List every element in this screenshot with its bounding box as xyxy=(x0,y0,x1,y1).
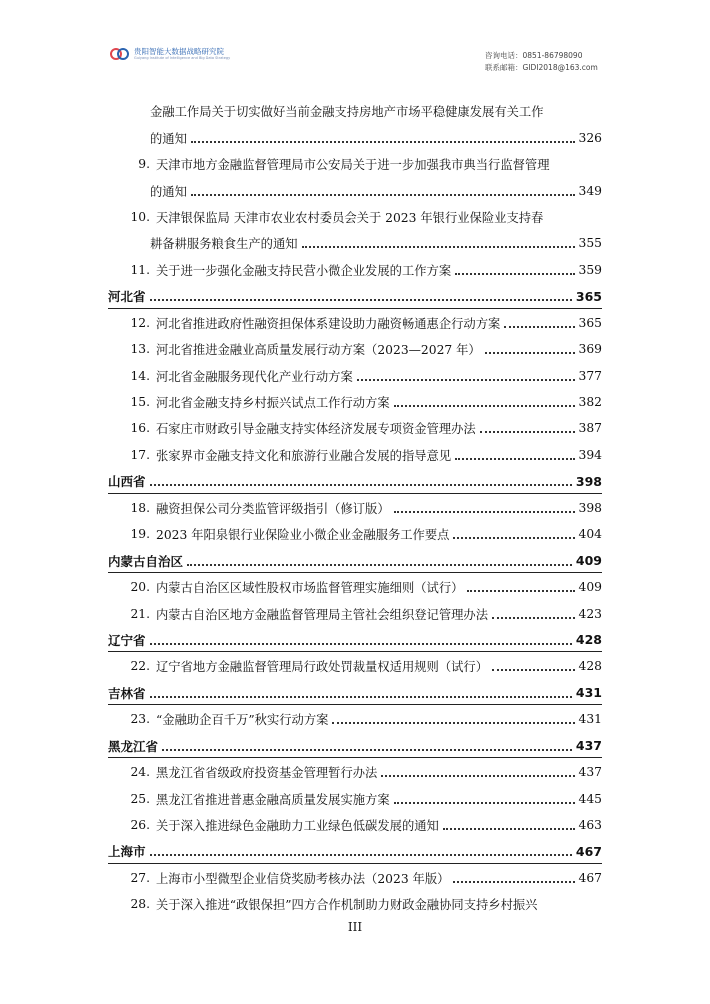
toc-entry[interactable] xyxy=(108,812,602,838)
toc-title: 上海市 xyxy=(108,844,146,860)
dot-leader xyxy=(191,129,575,143)
toc-title: 河北省 xyxy=(108,289,146,305)
toc-entry-number: 20. xyxy=(130,580,150,595)
toc-title: 融资担保公司分类监管评级指引（修订版） xyxy=(156,501,390,516)
toc-title: 黑龙江省 xyxy=(108,738,159,754)
toc-title: 上海市小型微型企业信贷奖励考核办法（2023 年版） xyxy=(156,871,450,886)
contact-phone: 咨询电话：0851-86798090 xyxy=(485,51,583,60)
dot-leader xyxy=(492,605,574,619)
dot-leader xyxy=(394,790,575,804)
page-header xyxy=(0,0,710,80)
toc-page-number: 409 xyxy=(575,553,602,569)
toc-entry-number: 17. xyxy=(130,447,150,462)
toc-page-number: 467 xyxy=(575,843,602,859)
dot-leader xyxy=(381,763,574,777)
toc-page-number: 423 xyxy=(578,606,602,621)
toc-section-heading[interactable] xyxy=(108,547,602,573)
toc-entry[interactable] xyxy=(108,415,602,441)
toc-entry-number: 15. xyxy=(130,395,150,410)
toc-entry-number: 24. xyxy=(130,765,150,780)
dot-leader xyxy=(485,340,575,354)
toc-title: 天津银保监局 天津市农业农村委员会关于 2023 年银行业保险业支持春 xyxy=(156,210,544,225)
toc-title: “金融助企百千万”秋实行动方案 xyxy=(156,713,329,728)
toc-entry-number: 10. xyxy=(130,209,150,224)
toc-entry-number: 28. xyxy=(130,897,150,912)
toc-entry-continuation[interactable] xyxy=(108,124,602,150)
toc-entry[interactable] xyxy=(108,362,602,388)
dot-leader xyxy=(394,393,575,407)
dot-leader xyxy=(480,419,575,433)
dot-leader xyxy=(453,525,574,539)
toc-title: 内蒙古自治区地方金融监督管理局主管社会组织登记管理办法 xyxy=(156,607,489,622)
toc-entry-number: 27. xyxy=(130,870,150,885)
toc-title: 的通知 xyxy=(150,131,187,146)
toc-title: 2023 年阳泉银行业保险业小微企业金融服务工作要点 xyxy=(156,528,450,543)
toc-page-number: 387 xyxy=(578,421,602,436)
toc-entry-number: 22. xyxy=(130,659,150,674)
toc-page-number: 365 xyxy=(575,288,602,304)
toc-page-number: 404 xyxy=(578,527,602,542)
toc-entry[interactable] xyxy=(108,495,602,521)
toc-entry[interactable] xyxy=(108,706,602,732)
logo xyxy=(110,46,230,62)
toc-entry-number: 12. xyxy=(130,315,150,330)
toc-entry-number: 18. xyxy=(130,500,150,515)
toc-title: 张家界市金融支持文化和旅游行业融合发展的指导意见 xyxy=(156,448,452,463)
toc-entry-number: 26. xyxy=(130,818,150,833)
toc-entry[interactable] xyxy=(108,151,602,177)
toc-page-number: 437 xyxy=(578,765,602,780)
toc-title: 关于深入推进“政银保担”四方合作机制助力财政金融协同支持乡村振兴 xyxy=(156,898,538,913)
contact-email: 联系邮箱：GIDI2018@163.com xyxy=(485,63,598,72)
toc-section-heading[interactable] xyxy=(108,283,602,309)
toc-entry-continuation[interactable] xyxy=(108,98,602,124)
toc-entry[interactable] xyxy=(108,257,602,283)
toc-title: 金融工作局关于切实做好当前金融支持房地产市场平稳健康发展有关工作 xyxy=(150,105,544,120)
toc-page-number: 463 xyxy=(578,818,602,833)
toc-title: 河北省金融支持乡村振兴试点工作行动方案 xyxy=(156,396,390,411)
toc-page-number: 398 xyxy=(578,500,602,515)
dot-leader xyxy=(504,314,574,328)
toc-entry-number: 14. xyxy=(130,368,150,383)
toc-page-number: 359 xyxy=(578,262,602,277)
toc-page-number: 445 xyxy=(578,791,602,806)
toc-title: 辽宁省地方金融监督管理局行政处罚裁量权适用规则（试行） xyxy=(156,660,489,675)
toc-entry-number: 9. xyxy=(138,157,150,172)
dot-leader xyxy=(191,182,575,196)
toc-title: 河北省推进政府性融资担保体系建设助力融资畅通惠企行动方案 xyxy=(156,316,501,331)
dot-leader xyxy=(150,684,572,698)
toc-page-number: 394 xyxy=(578,447,602,462)
toc-entry[interactable] xyxy=(108,785,602,811)
toc-entry[interactable] xyxy=(108,865,602,891)
toc-page-number: 382 xyxy=(578,395,602,410)
toc-page-number: 369 xyxy=(578,342,602,357)
toc-page-number: 431 xyxy=(575,685,602,701)
dot-leader xyxy=(150,287,572,301)
logo-subtitle: Guiyang Institute of Intelligence and Big Data Strategy xyxy=(134,56,231,60)
toc-entry-number: 13. xyxy=(130,342,150,357)
toc-title: 河北省金融服务现代化产业行动方案 xyxy=(156,369,353,384)
logo-name: 贵阳智能大数据战略研究院 xyxy=(134,47,224,56)
toc-entry-number: 16. xyxy=(130,421,150,436)
toc-entry[interactable] xyxy=(108,389,602,415)
toc-entry-number: 25. xyxy=(130,791,150,806)
table-of-contents xyxy=(108,98,602,918)
toc-section-heading[interactable] xyxy=(108,733,602,759)
dot-leader xyxy=(302,234,575,248)
toc-entry[interactable] xyxy=(108,336,602,362)
toc-page-number: 431 xyxy=(578,712,602,727)
toc-entry-number: 11. xyxy=(130,262,150,277)
contact-info xyxy=(485,50,598,74)
toc-page-number: 377 xyxy=(578,368,602,383)
dot-leader xyxy=(162,737,572,751)
toc-title: 黑龙江省推进普惠金融高质量发展实施方案 xyxy=(156,792,390,807)
toc-entry-number: 23. xyxy=(130,712,150,727)
toc-section-heading[interactable] xyxy=(108,468,602,494)
toc-title: 关于深入推进绿色金融助力工业绿色低碳发展的通知 xyxy=(156,819,439,834)
toc-page-number: 365 xyxy=(578,315,602,330)
dot-leader xyxy=(150,631,572,645)
dot-leader xyxy=(467,578,574,592)
toc-title: 天津市地方金融监督管理局市公安局关于进一步加强我市典当行监督管理 xyxy=(156,158,550,173)
toc-entry[interactable] xyxy=(108,653,602,679)
toc-entry[interactable] xyxy=(108,442,602,468)
toc-title: 河北省推进金融业高质量发展行动方案（2023—2027 年） xyxy=(156,343,481,358)
toc-entry[interactable] xyxy=(108,521,602,547)
toc-entry-continuation[interactable] xyxy=(108,177,602,203)
toc-entry-continuation[interactable] xyxy=(108,230,602,256)
toc-title: 吉林省 xyxy=(108,685,146,701)
dot-leader xyxy=(150,842,572,856)
toc-entry-number: 21. xyxy=(130,606,150,621)
toc-page-number: 355 xyxy=(578,236,602,251)
dot-leader xyxy=(492,657,574,671)
toc-page-number: 467 xyxy=(578,870,602,885)
dot-leader xyxy=(453,869,574,883)
toc-page-number: 409 xyxy=(578,580,602,595)
dot-leader xyxy=(187,552,572,566)
dot-leader xyxy=(357,367,575,381)
page-number: III xyxy=(347,920,363,934)
dot-leader xyxy=(332,710,574,724)
toc-page-number: 428 xyxy=(578,659,602,674)
toc-title: 关于进一步强化金融支持民营小微企业发展的工作方案 xyxy=(156,263,452,278)
logo-icon xyxy=(110,46,130,62)
toc-page-number: 437 xyxy=(575,738,602,754)
dot-leader xyxy=(150,472,572,486)
toc-page-number: 428 xyxy=(575,632,602,648)
dot-leader xyxy=(394,499,575,513)
toc-title: 黑龙江省省级政府投资基金管理暂行办法 xyxy=(156,766,378,781)
toc-title: 山西省 xyxy=(108,474,146,490)
toc-title: 内蒙古自治区 xyxy=(108,553,184,569)
dot-leader xyxy=(455,446,574,460)
toc-entry[interactable] xyxy=(108,891,602,917)
toc-title: 内蒙古自治区区域性股权市场监督管理实施细则（试行） xyxy=(156,581,464,596)
toc-entry[interactable] xyxy=(108,204,602,230)
toc-section-heading[interactable] xyxy=(108,627,602,653)
toc-page-number: 398 xyxy=(575,473,602,489)
toc-entry[interactable] xyxy=(108,600,602,626)
toc-entry[interactable] xyxy=(108,574,602,600)
toc-entry-number: 19. xyxy=(130,527,150,542)
toc-title: 石家庄市财政引导金融支持实体经济发展专项资金管理办法 xyxy=(156,422,476,437)
toc-title: 耕备耕服务粮食生产的通知 xyxy=(150,237,298,252)
toc-title: 辽宁省 xyxy=(108,632,146,648)
toc-entry[interactable] xyxy=(108,759,602,785)
toc-section-heading[interactable] xyxy=(108,838,602,864)
dot-leader xyxy=(443,816,575,830)
toc-entry[interactable] xyxy=(108,310,602,336)
dot-leader xyxy=(455,261,574,275)
toc-page-number: 349 xyxy=(578,183,602,198)
toc-section-heading[interactable] xyxy=(108,680,602,706)
toc-page-number: 326 xyxy=(578,130,602,145)
toc-title: 的通知 xyxy=(150,184,187,199)
